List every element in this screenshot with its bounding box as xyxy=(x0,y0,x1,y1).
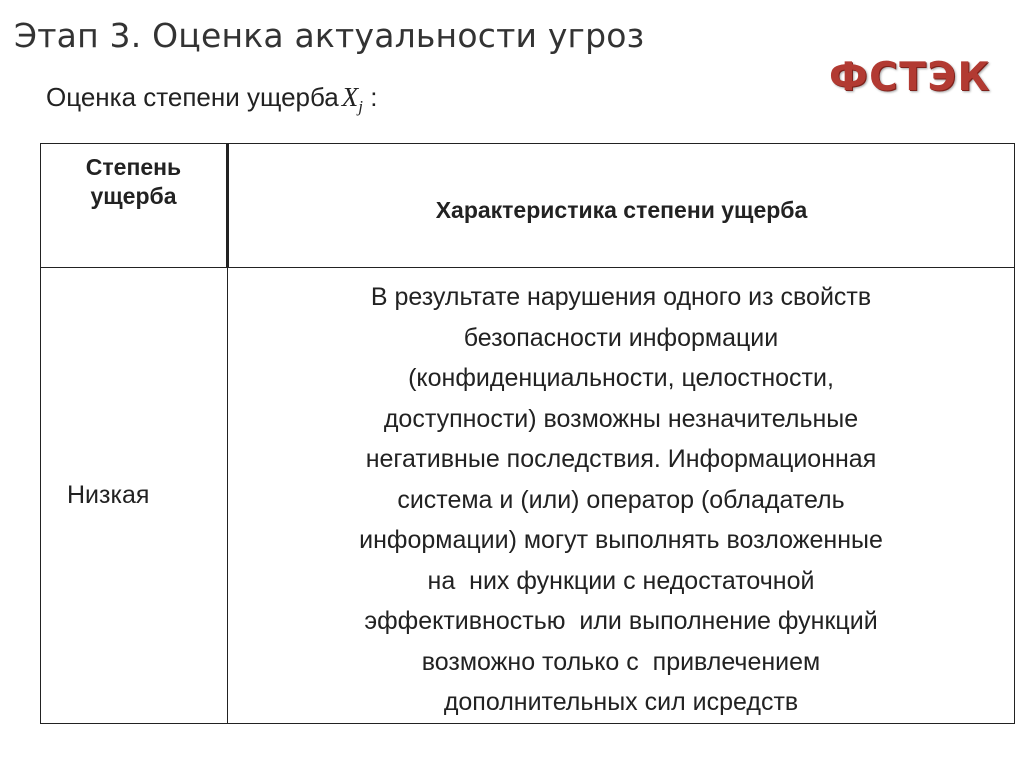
characteristic-line: доступности) возможны незначительные xyxy=(383,404,859,433)
characteristic-line: на них функции с недостаточной xyxy=(427,566,815,595)
damage-variable-subscript: j xyxy=(358,97,364,116)
characteristic-line: информации) могут выполнять возложенные xyxy=(359,526,883,554)
characteristic-line: система и (или) оператор (обладатель xyxy=(397,485,845,514)
characteristic-line: (конфиденциальности, целостности, xyxy=(408,364,834,392)
subtitle-colon: : xyxy=(363,82,378,112)
header-damage-level-line: Степень xyxy=(85,154,182,180)
characteristic-line: безопасности информации xyxy=(463,323,779,352)
damage-level-table xyxy=(40,143,1015,724)
characteristic-line: возможно только с привлечением xyxy=(421,647,821,676)
characteristic-line: В результате нарушения одного из свойств xyxy=(370,283,872,311)
subtitle xyxy=(46,82,377,117)
slide-title: Этап 3. Оценка актуальности угроз xyxy=(14,16,645,55)
damage-variable xyxy=(341,82,364,116)
header-characteristic: Характеристика степени ущерба xyxy=(228,144,1015,268)
subtitle-text: Оценка степени ущерба xyxy=(46,82,339,112)
characteristic-line: дополнительных сил исредств xyxy=(443,688,799,716)
fstec-logo: ФСТЭК xyxy=(829,55,991,100)
characteristic-line: эффективностью или выполнение функций xyxy=(364,607,878,635)
damage-level-cell: Низкая xyxy=(41,268,228,724)
damage-variable-symbol: X xyxy=(341,82,359,112)
characteristic-line: негативные последствия. Информационная xyxy=(365,445,877,473)
header-damage-level xyxy=(41,144,228,268)
table-row xyxy=(41,268,1015,724)
characteristic-cell xyxy=(228,268,1015,724)
table-header-row xyxy=(41,144,1015,268)
header-damage-level-line: ущерба xyxy=(90,183,177,209)
